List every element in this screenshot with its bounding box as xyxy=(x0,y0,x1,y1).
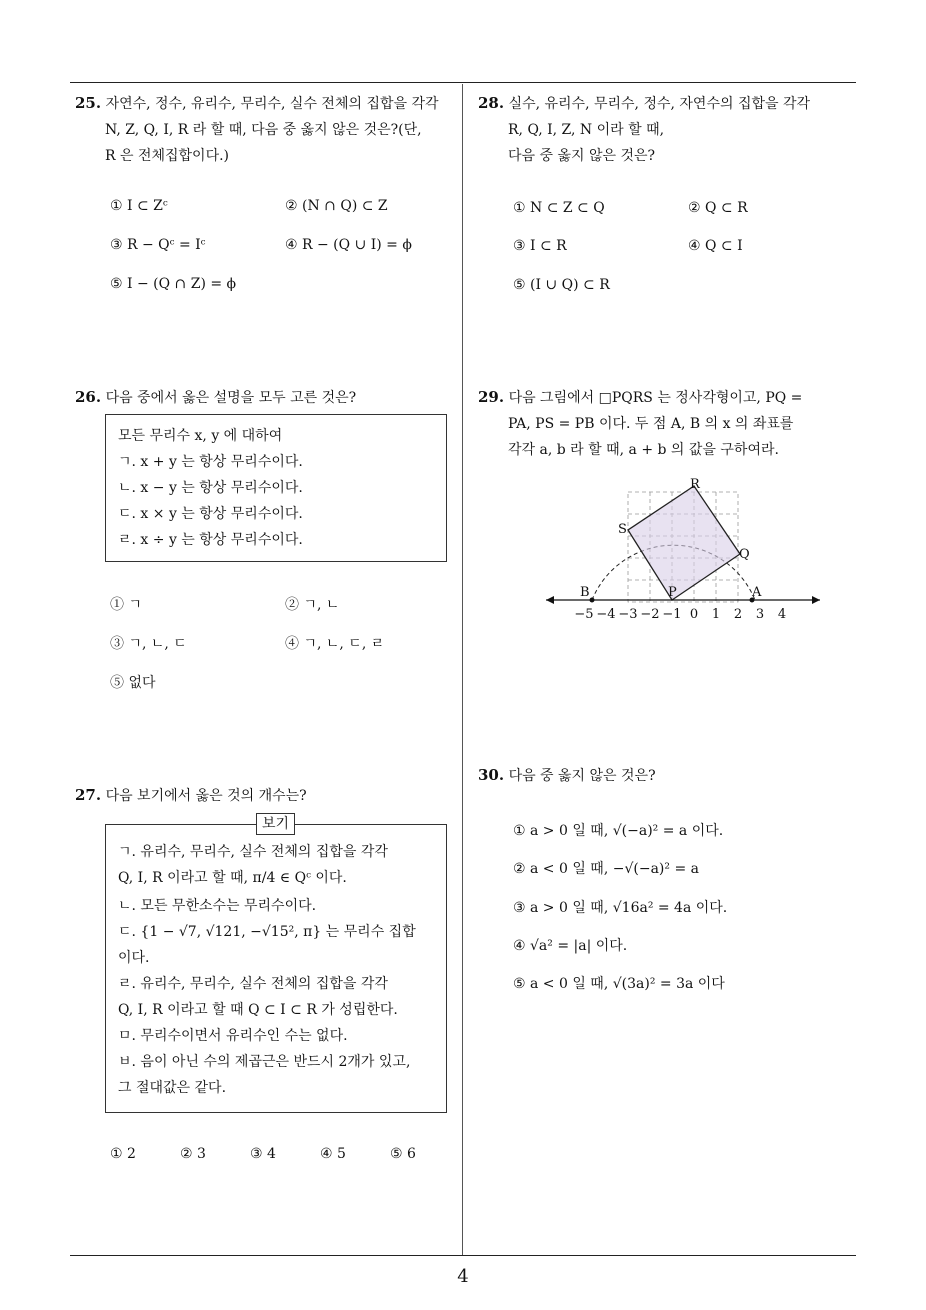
box-line: 모든 무리수 x, y 에 대하여 xyxy=(118,428,283,444)
label-a: A xyxy=(752,585,762,600)
stem-line-1: 다음 그림에서 □PQRS 는 정사각형이고, PQ = xyxy=(508,390,803,406)
question-number: 27. xyxy=(75,786,102,804)
label-r: R xyxy=(690,477,700,492)
label-p: P xyxy=(668,585,677,600)
tick-label: 4 xyxy=(777,607,787,622)
box-line: ㄱ. 유리수, 무리수, 실수 전체의 집합을 각각 xyxy=(118,844,388,860)
q26-option-3[interactable]: ③ ㄱ, ㄴ, ㄷ xyxy=(110,636,187,652)
box-line: ㅂ. 음이 아닌 수의 제곱근은 반드시 2개가 있고, xyxy=(118,1054,411,1070)
q25-option-3[interactable]: ③ R − Qᶜ = Iᶜ xyxy=(110,237,206,253)
q28-option-1[interactable]: ① N ⊂ Z ⊂ Q xyxy=(513,200,605,216)
question-30 xyxy=(478,762,863,789)
square-pqrs xyxy=(628,486,740,600)
square-number-line-figure xyxy=(540,470,830,630)
stem-line-2: R, Q, I, Z, N 이라 할 때, xyxy=(508,122,665,138)
q27-option-3[interactable]: ③ 4 xyxy=(250,1146,276,1162)
column-divider xyxy=(462,84,463,1256)
q30-option-1[interactable]: ① a > 0 일 때, √(−a)² = a 이다. xyxy=(513,823,724,839)
q30-option-5[interactable]: ⑤ a < 0 일 때, √(3a)² = 3a 이다 xyxy=(513,976,725,992)
question-stem: 다음 중 옳지 않은 것은? xyxy=(508,768,656,784)
q26-option-5[interactable]: ⑤ 없다 xyxy=(110,675,156,691)
tick-label: 2 xyxy=(733,607,743,622)
box-line: 그 절대값은 같다. xyxy=(118,1080,227,1096)
q27-option-1[interactable]: ① 2 xyxy=(110,1146,136,1162)
q28-option-2[interactable]: ② Q ⊂ R xyxy=(688,200,748,216)
arrow-right xyxy=(812,596,820,604)
question-stem: 다음 중에서 옳은 설명을 모두 고른 것은? xyxy=(105,390,357,406)
tick-label: 3 xyxy=(755,607,765,622)
q27-option-5[interactable]: ⑤ 6 xyxy=(390,1146,416,1162)
question-number: 25. xyxy=(75,94,102,112)
tick-label: −4 xyxy=(596,607,616,622)
q26-option-4[interactable]: ④ ㄱ, ㄴ, ㄷ, ㄹ xyxy=(285,636,385,652)
label-q: Q xyxy=(739,547,750,562)
box-line: ㅁ. 무리수이면서 유리수인 수는 없다. xyxy=(118,1028,348,1044)
stem-line-1: 실수, 유리수, 무리수, 정수, 자연수의 집합을 각각 xyxy=(508,96,811,112)
stem-line-3: 다음 중 옳지 않은 것은? xyxy=(508,148,656,164)
q27-option-2[interactable]: ② 3 xyxy=(180,1146,206,1162)
stem-line-3: R 은 전체집합이다.) xyxy=(105,148,230,164)
label-s: S xyxy=(618,522,627,537)
q25-option-4[interactable]: ④ R − (Q ∪ I) = ϕ xyxy=(285,237,412,253)
q25-option-1[interactable]: ① I ⊂ Zᶜ xyxy=(110,198,168,214)
label-b: B xyxy=(580,585,590,600)
box-line: 이다. xyxy=(118,950,150,966)
stem-line-2: N, Z, Q, I, R 라 할 때, 다음 중 옳지 않은 것은?(단, xyxy=(105,122,422,138)
tick-label: −1 xyxy=(662,607,682,622)
tick-label: −5 xyxy=(574,607,594,622)
bogi-label: 보기 xyxy=(256,813,295,835)
question-number: 26. xyxy=(75,388,102,406)
top-rule xyxy=(70,82,856,83)
box-line: ㄹ. 유리수, 무리수, 실수 전체의 집합을 각각 xyxy=(118,976,388,992)
q28-option-5[interactable]: ⑤ (I ∪ Q) ⊂ R xyxy=(513,277,610,293)
arrow-left xyxy=(546,596,554,604)
q27-option-4[interactable]: ④ 5 xyxy=(320,1146,346,1162)
q26-option-2[interactable]: ② ㄱ, ㄴ xyxy=(285,597,340,613)
tick-label: 0 xyxy=(689,607,699,622)
box-line: Q, I, R 이라고 할 때 Q ⊂ I ⊂ R 가 성립한다. xyxy=(118,1002,398,1018)
question-27 xyxy=(75,782,460,809)
point-b-dot xyxy=(590,598,595,603)
box-line: Q, I, R 이라고 할 때, π/4 ∈ Qᶜ 이다. xyxy=(118,870,347,886)
question-26 xyxy=(75,384,460,411)
box-line: ㄷ. x × y 는 항상 무리수이다. xyxy=(118,506,303,522)
q27-bogi-box xyxy=(105,816,447,1113)
q30-option-4[interactable]: ④ √a² = |a| 이다. xyxy=(513,938,628,954)
box-line: ㄴ. x − y 는 항상 무리수이다. xyxy=(118,480,303,496)
question-number: 30. xyxy=(478,766,505,784)
q30-option-2[interactable]: ② a < 0 일 때, −√(−a)² = a xyxy=(513,861,699,877)
q26-condition-box xyxy=(105,414,447,562)
question-number: 28. xyxy=(478,94,505,112)
box-line: ㄴ. 모든 무한소수는 무리수이다. xyxy=(118,898,317,914)
page-number: 4 xyxy=(457,1266,469,1287)
bottom-rule xyxy=(70,1255,856,1256)
box-line: ㄷ. {1 − √7, √121, −√15², π} 는 무리수 집합 xyxy=(118,924,416,940)
tick-label: 1 xyxy=(711,607,721,622)
question-stem: 다음 보기에서 옳은 것의 개수는? xyxy=(105,788,307,804)
tick-label: −3 xyxy=(618,607,638,622)
box-line: ㄹ. x ÷ y 는 항상 무리수이다. xyxy=(118,532,303,548)
q30-option-3[interactable]: ③ a > 0 일 때, √16a² = 4a 이다. xyxy=(513,900,728,916)
q28-option-4[interactable]: ④ Q ⊂ I xyxy=(688,238,743,254)
q25-option-5[interactable]: ⑤ I − (Q ∩ Z) = ϕ xyxy=(110,276,237,292)
question-25 xyxy=(75,90,460,169)
tick-label: −2 xyxy=(640,607,660,622)
question-28 xyxy=(478,90,863,169)
q26-option-1[interactable]: ① ㄱ xyxy=(110,597,142,613)
stem-line-3: 각각 a, b 라 할 때, a + b 의 값을 구하여라. xyxy=(508,442,779,458)
q25-option-2[interactable]: ② (N ∩ Q) ⊂ Z xyxy=(285,198,388,214)
stem-line-1: 자연수, 정수, 유리수, 무리수, 실수 전체의 집합을 각각 xyxy=(105,96,439,112)
q28-option-3[interactable]: ③ I ⊂ R xyxy=(513,238,567,254)
question-number: 29. xyxy=(478,388,505,406)
box-line: ㄱ. x + y 는 항상 무리수이다. xyxy=(118,454,303,470)
stem-line-2: PA, PS = PB 이다. 두 점 A, B 의 x 의 좌표를 xyxy=(508,416,794,432)
question-29 xyxy=(478,384,863,463)
